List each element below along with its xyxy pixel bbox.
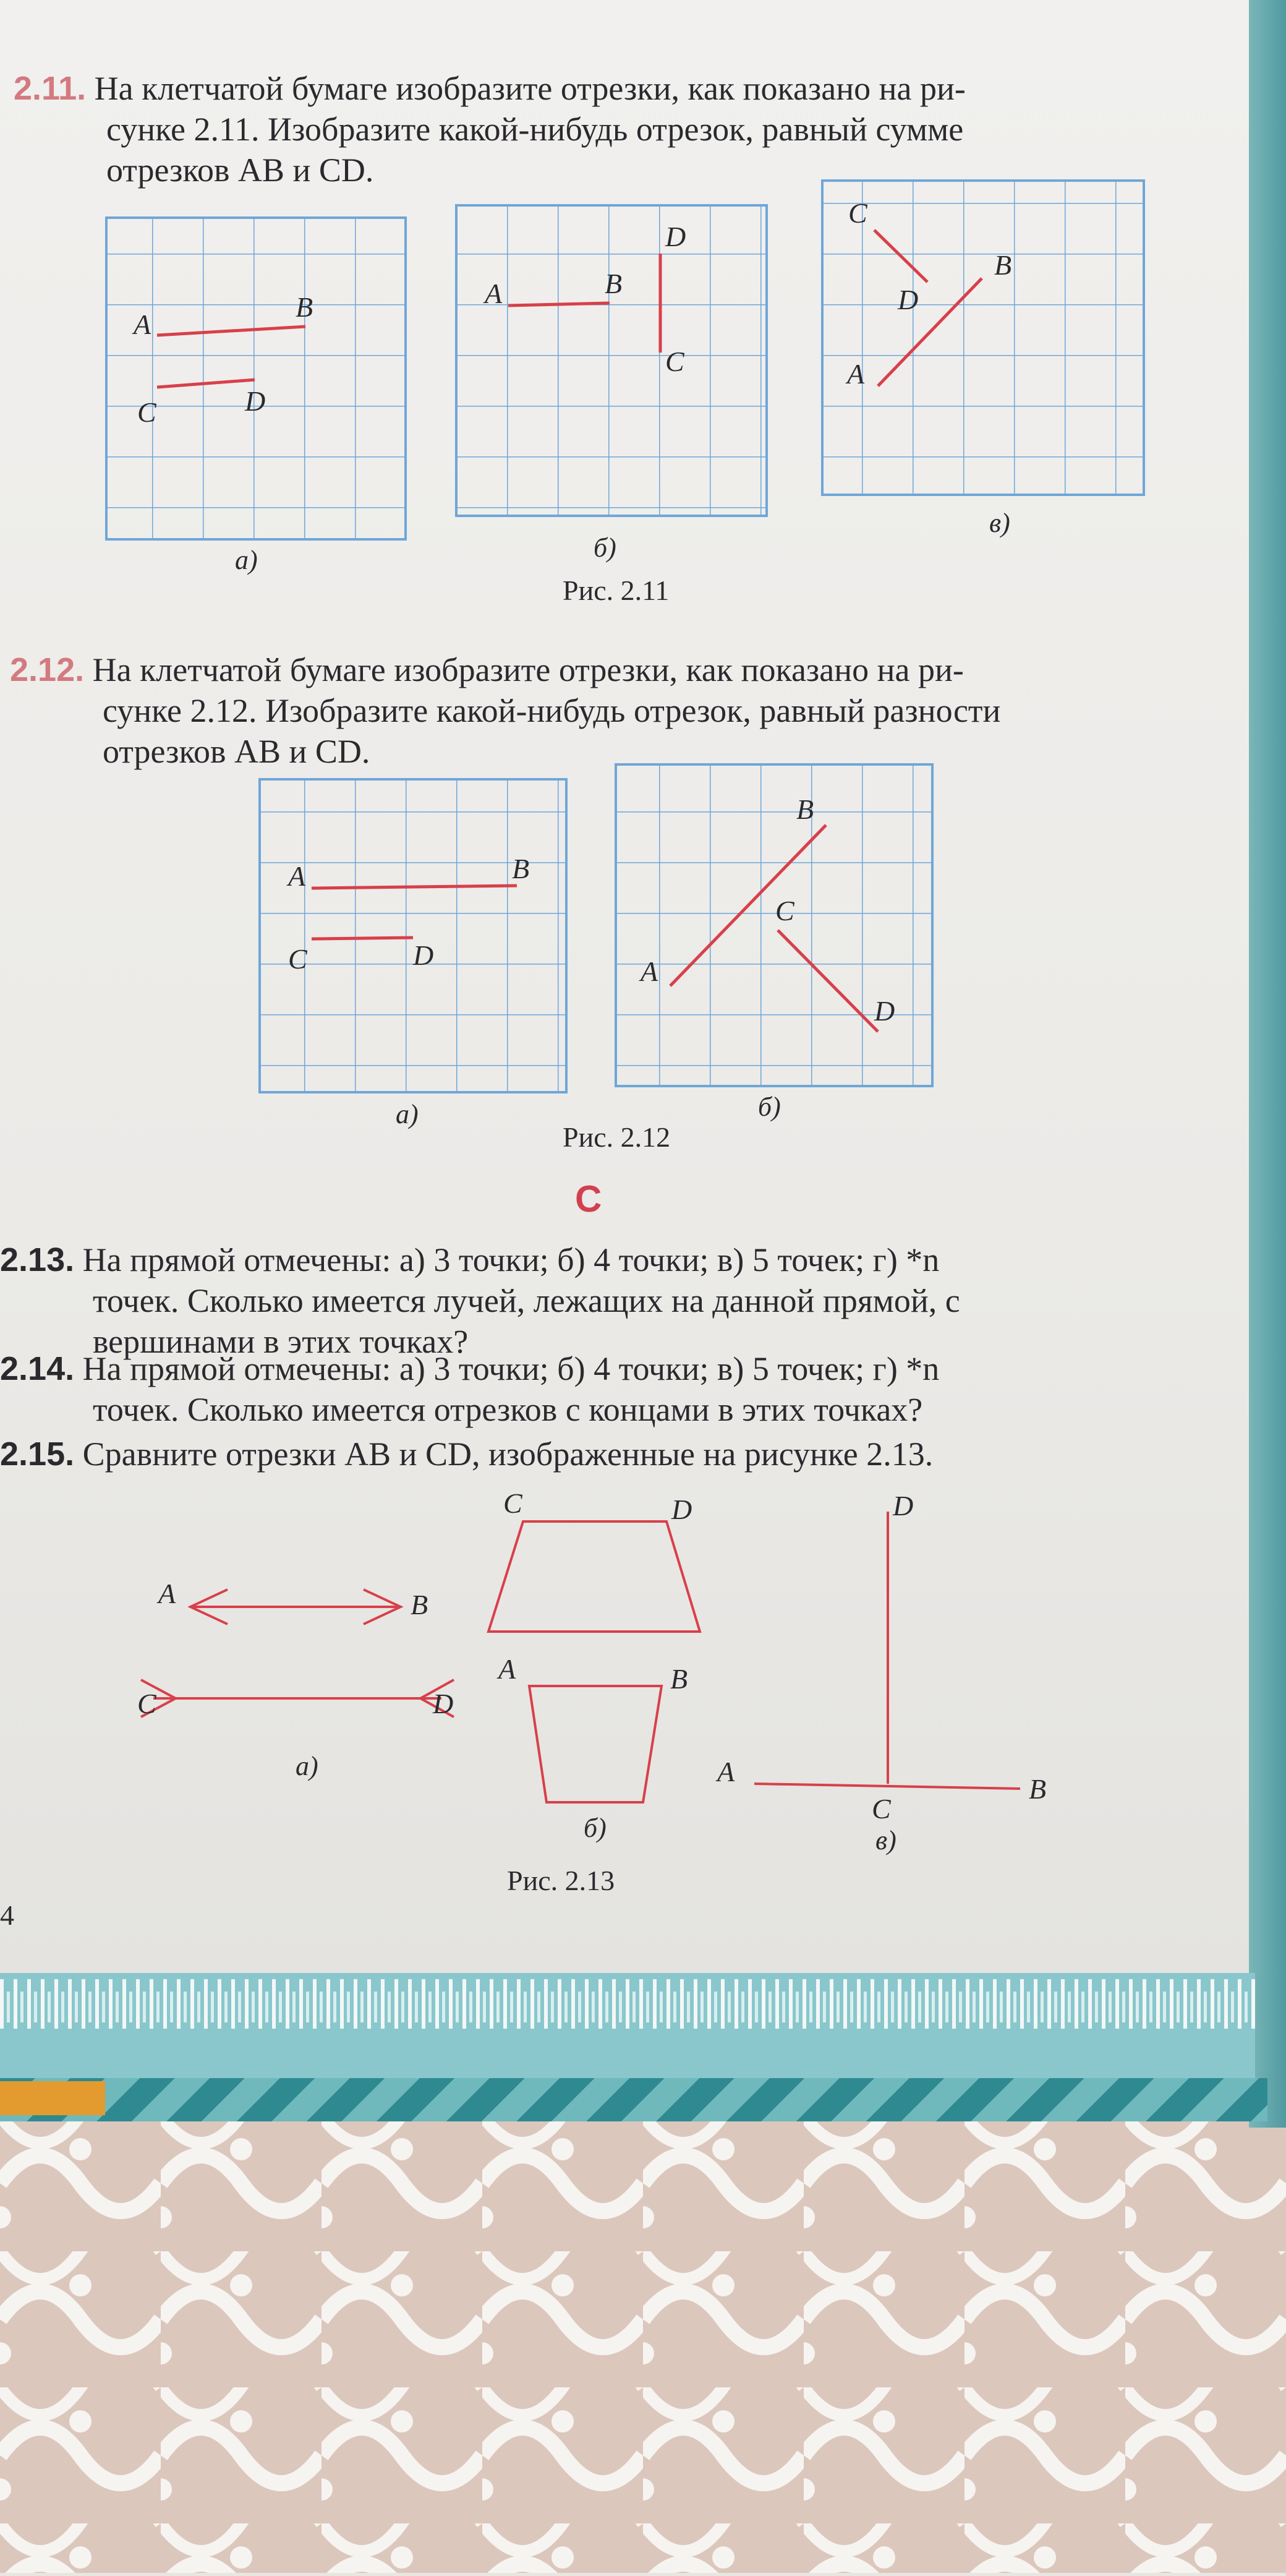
problem-text-line: На клетчатой бумаге изобразите отрезки, как показано на ри- — [92, 651, 964, 688]
point-a-label: A — [717, 1756, 735, 1787]
point-b-label: B — [411, 1589, 428, 1620]
problem-text-line: отрезков AB и CD. — [103, 733, 370, 770]
point-b-label: B — [796, 794, 814, 825]
problem-text-line: отрезков AB и CD. — [106, 152, 374, 189]
fig-2-13-a — [141, 1590, 454, 1717]
problem-text-line: Сравните отрезки AB и CD, изображенные на рисунке 2.13. — [82, 1436, 934, 1473]
fig-2-11-b — [456, 205, 767, 516]
page-number: 4 — [0, 1899, 14, 1931]
point-d-label: D — [874, 995, 895, 1027]
fig-2-11-c-label: в) — [989, 508, 1010, 538]
problem-text-line: сунке 2.11. Изобразите какой-нибудь отрезок, равный сумме — [106, 111, 964, 148]
problem-number: 2.12. — [10, 651, 85, 688]
fig-2-13-b-label: б) — [584, 1813, 607, 1843]
point-c-label: C — [503, 1487, 522, 1519]
problem-number: 2.15. — [0, 1436, 75, 1473]
problem-number: 2.13. — [0, 1241, 75, 1278]
grid-paper — [260, 779, 566, 1092]
fig-2-11-a — [106, 218, 406, 539]
point-a-label: A — [641, 956, 658, 987]
point-c-label: C — [872, 1793, 891, 1825]
fig-2-11-a-label: а) — [235, 545, 258, 575]
problem-2-14 — [0, 1348, 939, 1430]
decorative-orange-block — [0, 2081, 105, 2115]
fig-2-12-a — [260, 779, 566, 1092]
fig-2-12-caption: Рис. 2.12 — [563, 1121, 671, 1153]
problem-text-line: На прямой отмечены: а) 3 точки; б) 4 точки; в) 5 точек; г) *n — [82, 1241, 940, 1278]
decorative-ruler-strip — [0, 1973, 1255, 2078]
problem-text-line: точек. Сколько имеется отрезков с концами в этих точках? — [93, 1391, 923, 1428]
problem-2-12 — [10, 649, 1000, 772]
fig-2-12-b-label: б) — [758, 1092, 781, 1122]
fig-2-13-c-label: в) — [875, 1825, 896, 1855]
point-a-label: A — [847, 358, 865, 390]
fig-2-13-caption: Рис. 2.13 — [507, 1865, 615, 1896]
point-c-label: C — [137, 1688, 156, 1719]
problem-number: 2.14. — [0, 1350, 75, 1387]
point-c-label: C — [288, 943, 307, 975]
segment-cd — [312, 938, 413, 939]
point-a-label: A — [485, 278, 503, 309]
fig-2-13-a-label: а) — [296, 1751, 318, 1781]
point-d-label: D — [245, 385, 266, 417]
point-d-label: D — [665, 221, 686, 252]
trapezoid-top — [488, 1521, 700, 1632]
lace-pattern — [0, 2115, 1286, 2573]
segment-ab — [754, 1784, 1020, 1789]
trapezoid-bottom — [529, 1686, 662, 1802]
fig-2-11-caption: Рис. 2.11 — [563, 575, 670, 606]
point-c-label: C — [775, 895, 794, 926]
grid-paper — [106, 218, 406, 539]
point-b-label: B — [605, 268, 623, 299]
point-a-label: A — [158, 1578, 176, 1609]
difficulty-section-label: C — [575, 1178, 602, 1220]
point-d-label: D — [893, 1490, 914, 1521]
point-a-label: A — [288, 860, 306, 892]
fig-2-12-b — [616, 764, 932, 1086]
point-d-label: D — [898, 284, 919, 315]
ruler-ticks — [0, 1973, 1255, 2078]
lace-tablecloth — [0, 2115, 1286, 2573]
point-a-label: A — [498, 1653, 516, 1685]
point-c-label: C — [848, 197, 867, 229]
problem-2-15 — [0, 1434, 933, 1474]
point-d-label: D — [433, 1688, 454, 1719]
point-b-label: B — [670, 1663, 688, 1695]
problem-2-13 — [0, 1239, 960, 1362]
fig-2-12-a-label: а) — [396, 1099, 419, 1129]
grid-paper — [822, 181, 1144, 495]
point-a-label: A — [134, 309, 151, 340]
point-b-label: B — [994, 249, 1012, 281]
point-d-label: D — [413, 939, 434, 971]
problem-text-line: точек. Сколько имеется лучей, лежащих на данной прямой, с — [93, 1282, 960, 1319]
grid-paper — [456, 205, 767, 516]
fig-2-13-c — [754, 1512, 1020, 1789]
point-b-label: B — [296, 291, 313, 323]
fig-2-11-c — [822, 181, 1144, 495]
fig-2-11-b-label: б) — [594, 533, 616, 563]
point-b-label: B — [1029, 1773, 1047, 1805]
grid-paper — [616, 764, 932, 1086]
point-c-label: C — [137, 396, 156, 428]
point-b-label: B — [512, 853, 530, 884]
decorative-stripe — [0, 2078, 1267, 2121]
problem-text-line: На прямой отмечены: а) 3 точки; б) 4 точки; в) 5 точек; г) *n — [82, 1350, 940, 1387]
fig-2-13-b — [488, 1521, 700, 1802]
problem-text-line: вершинами в этих точках? — [93, 1323, 469, 1360]
point-d-label: D — [671, 1494, 692, 1525]
point-c-label: C — [665, 346, 684, 377]
problem-number: 2.11. — [14, 70, 87, 107]
problem-text-line: сунке 2.12. Изобразите какой-нибудь отрезок, равный разности — [103, 692, 1001, 729]
problem-text-line: На клетчатой бумаге изобразите отрезки, как показано на ри- — [94, 70, 966, 107]
